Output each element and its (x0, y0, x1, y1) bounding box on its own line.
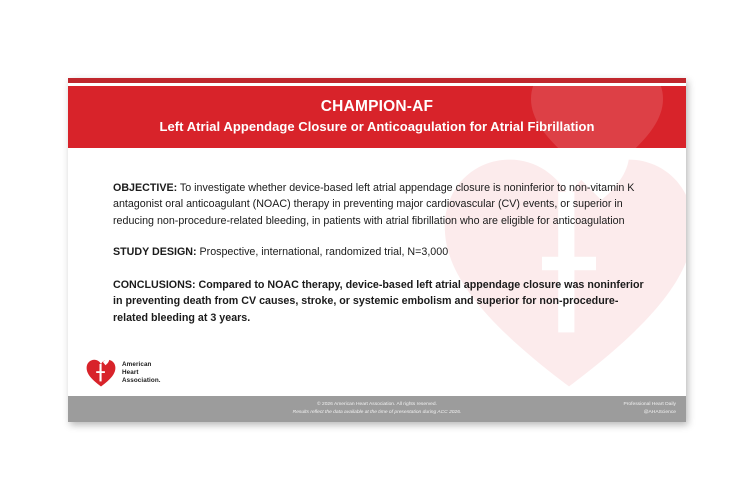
trial-name-title: CHAMPION-AF (320, 98, 434, 115)
objective-label: OBJECTIVE: (113, 182, 178, 194)
presentation-slide (68, 78, 686, 422)
slide-title-group (68, 86, 686, 136)
aha-heart-torch-icon (86, 358, 116, 388)
footer-brand-line: Professional Heart Daily (623, 402, 676, 407)
footer-copyright-block (68, 401, 686, 416)
slide-footer-bar (68, 396, 686, 422)
footer-brand-block (624, 401, 676, 416)
study-design-text: Prospective, international, randomized trial, N=3,000 (196, 245, 449, 258)
study-design-paragraph (113, 244, 646, 260)
objective-paragraph (113, 180, 646, 229)
slide-header-band (68, 86, 686, 148)
american-heart-association-logo (86, 358, 161, 388)
footer-results-line: Results reflect the data available at the time of presentation during ACC 2026. (292, 409, 462, 415)
aha-word-line-1: American (122, 360, 152, 368)
study-design-label: STUDY DESIGN: (113, 245, 197, 258)
footer-copyright-line: © 2026 American Heart Association. All rights reserved. (317, 402, 437, 407)
aha-logo-wordmark (122, 361, 161, 385)
conclusions-label: CONCLUSIONS: (113, 279, 196, 292)
objective-text: To investigate whether device-based left atrial appendage closure is noninferior to non-vitamin K antagonist oral anticoagulant (NOAC) therapy in preventing major cardiovascular (CV) events, or superior in reducing non-procedure-related bleeding, in patients with atrial fibrillation who are eligible for anticoagulation (113, 182, 635, 227)
conclusions-text: Compared to NOAC therapy, device-based left atrial appendage closure was noninferior in preventing death from CV causes, stroke, or systemic embolism and superior for non-procedure-related bleeding at 3 years. (113, 279, 644, 324)
slide-body-text (68, 148, 686, 326)
aha-word-line-3: Association. (122, 377, 161, 385)
slide-body (68, 148, 686, 396)
aha-word-line-2: Heart (122, 368, 139, 376)
trial-subtitle: Left Atrial Appendage Closure or Anticoagulation for Atrial Fibrillation (159, 119, 595, 135)
conclusions-paragraph (113, 277, 646, 326)
footer-handle-line: @AHAScience (643, 409, 676, 415)
